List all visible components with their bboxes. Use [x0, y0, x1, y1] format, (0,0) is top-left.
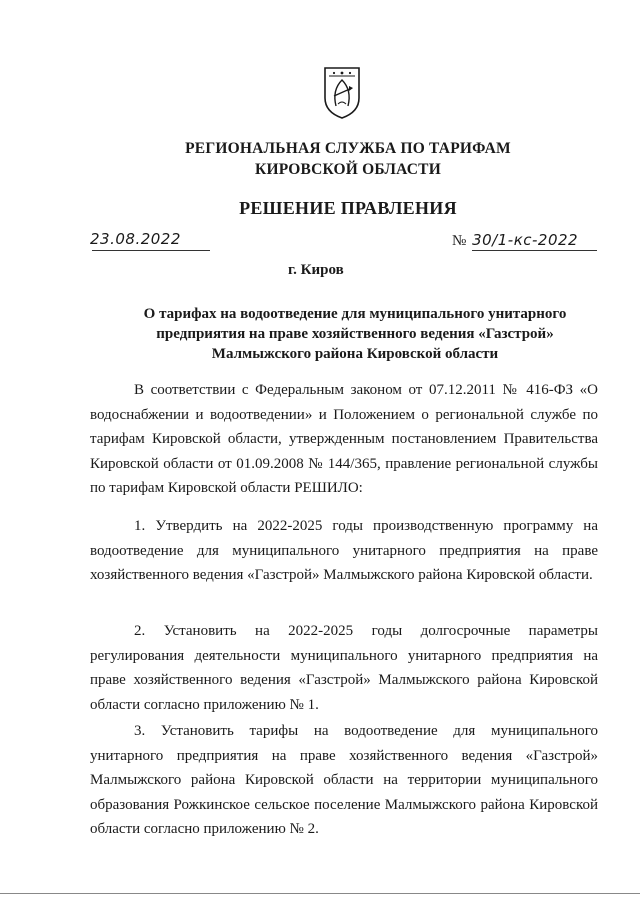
date-underline — [92, 250, 210, 251]
org-name-line1: РЕГИОНАЛЬНАЯ СЛУЖБА ПО ТАРИФАМ — [185, 140, 511, 157]
preamble-paragraph: В соответствии с Федеральным законом от 07.12.2011 № 416-ФЗ «О водоснабжении и водоотведении» и Положением о региональной службе по тарифам Кировской области, утвержденным постановлением Правительства Кировской области от 01.09.2008 № 144/365, правление региональной службы по тарифам Кировской области РЕШИЛО: — [90, 382, 598, 496]
org-name-line2: КИРОВСКОЙ ОБЛАСТИ — [255, 161, 441, 178]
clause-3-paragraph: 3. Установить тарифы на водоотведение для муниципального унитарного предприятия на праве хозяйственного ведения «Газстрой» Малмыжского района Кировской области на территории муниципального образования Рожкинское сельское поселение Малмыжского района Кировской области согласно приложению № 2. — [90, 723, 598, 837]
number-sign: № — [452, 233, 467, 249]
document-date: 23.08.2022 — [90, 230, 181, 248]
document-subject: О тарифах на водоотведение для муниципального унитарного предприятия на праве хозяйственного ведения «Газстрой» Малмыжского района Кировской области — [143, 306, 567, 362]
number-value: 30/1-кс-2022 — [472, 231, 579, 249]
page-bottom-rule — [0, 893, 640, 894]
document-number — [452, 231, 602, 250]
clause-1-paragraph: 1. Утвердить на 2022-2025 годы производственную программу на водоотведение для муниципального унитарного предприятия на праве хозяйственного ведения «Газстрой» Малмыжского района Кировской области. — [90, 518, 598, 583]
kirov-coat-of-arms-icon — [322, 66, 362, 120]
number-underline — [472, 250, 597, 251]
city-name: г. Киров — [288, 262, 344, 278]
clause-2-paragraph: 2. Установить на 2022-2025 годы долгосрочные параметры регулирования деятельности муниципального унитарного предприятия на праве хозяйственного ведения «Газстрой» Малмыжского района Кировской области согласно приложению № 1. — [90, 623, 598, 713]
document-type-title: РЕШЕНИЕ ПРАВЛЕНИЯ — [239, 198, 457, 218]
